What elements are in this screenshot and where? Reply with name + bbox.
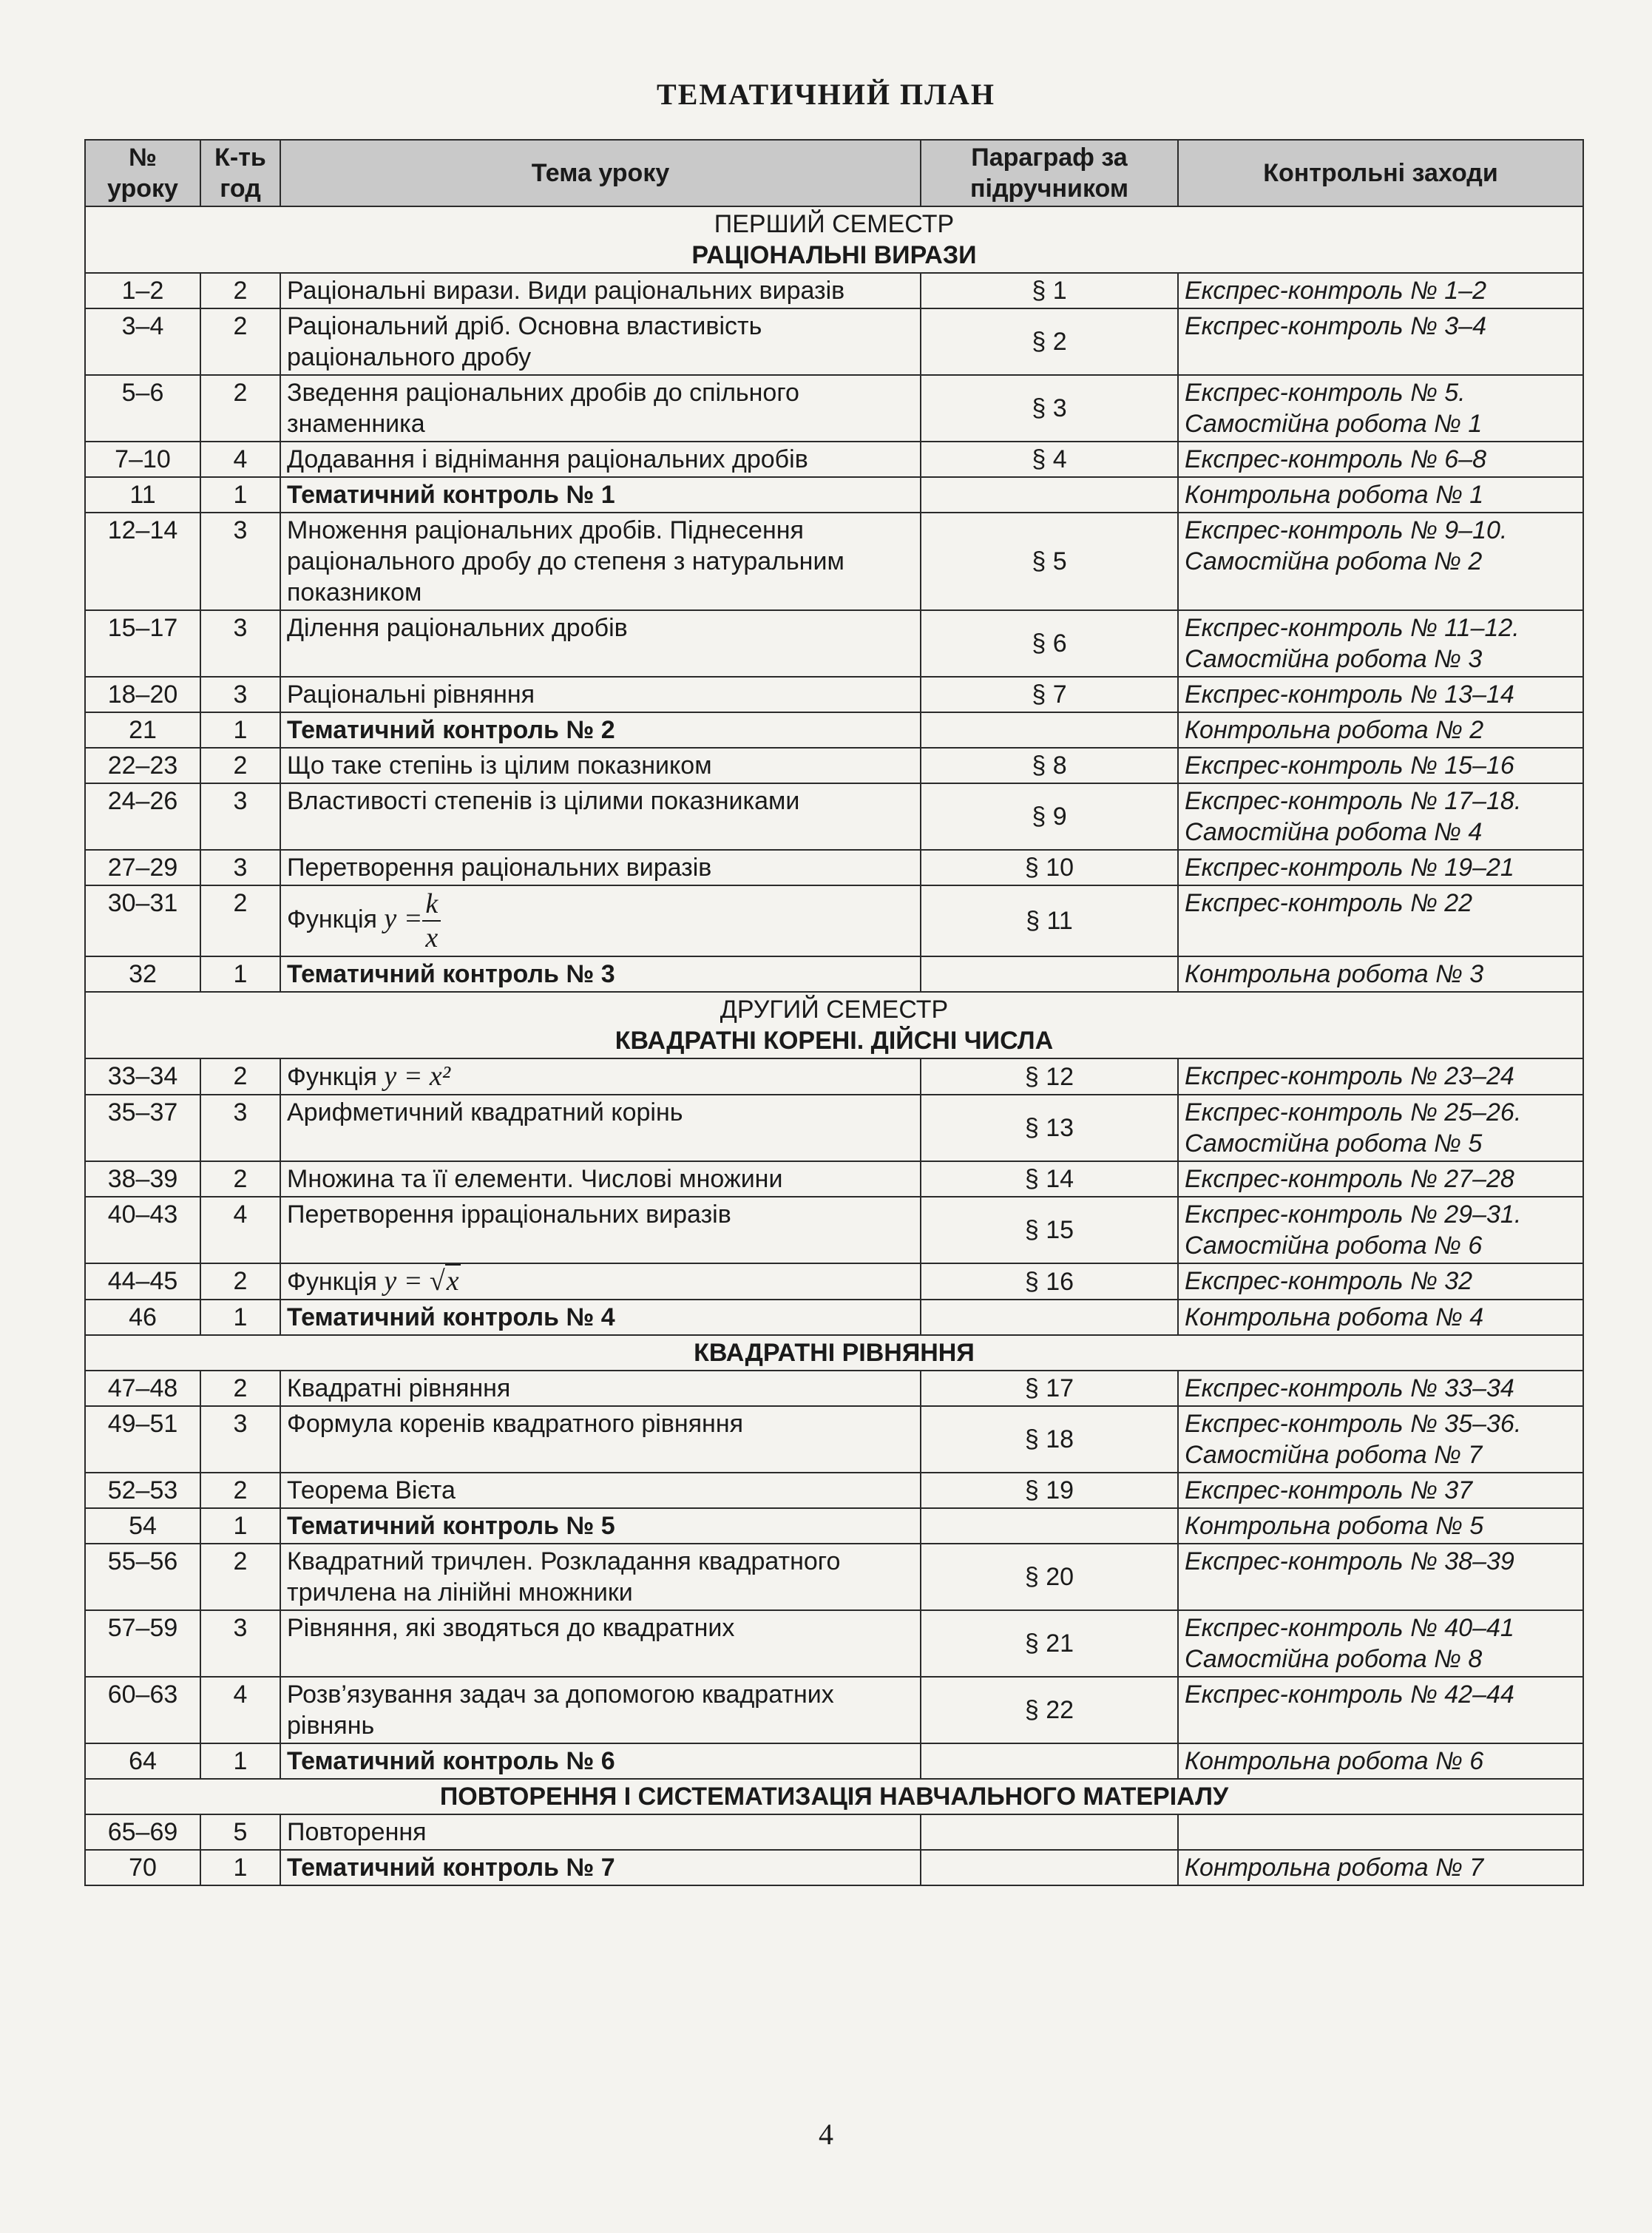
lesson-topic: Квадратний тричлен. Розкладання квадратного тричлена на лінійні множники — [280, 1544, 921, 1610]
control-measures — [1178, 783, 1583, 850]
control-measures — [1178, 1406, 1583, 1473]
control-measures — [1178, 477, 1583, 513]
lesson-hours: 4 — [200, 1197, 280, 1263]
control-item: Експрес-контроль № 13–14 — [1185, 680, 1514, 709]
section-header — [85, 206, 1583, 273]
textbook-paragraph: § 13 — [921, 1095, 1178, 1161]
textbook-paragraph: § 19 — [921, 1473, 1178, 1508]
control-item: Контрольна робота № 5 — [1185, 1512, 1484, 1540]
formula-lhs: y = — [384, 1266, 423, 1297]
table-row — [85, 1677, 1583, 1743]
lesson-topic: Раціональний дріб. Основна властивість раціонального дробу — [280, 308, 921, 375]
textbook-paragraph: § 9 — [921, 783, 1178, 850]
textbook-paragraph: § 18 — [921, 1406, 1178, 1473]
control-measures — [1178, 513, 1583, 610]
lesson-hours: 1 — [200, 956, 280, 992]
section-header-row — [85, 206, 1583, 273]
control-measures — [1178, 1371, 1583, 1406]
table-row — [85, 748, 1583, 783]
lesson-number: 15–17 — [85, 610, 200, 677]
lesson-topic: Додавання і віднімання раціональних дробів — [280, 442, 921, 477]
lesson-hours: 3 — [200, 610, 280, 677]
lesson-hours: 2 — [200, 273, 280, 308]
textbook-paragraph: § 3 — [921, 375, 1178, 442]
table-header-row — [85, 140, 1583, 206]
textbook-paragraph: § 5 — [921, 513, 1178, 610]
lesson-hours: 3 — [200, 513, 280, 610]
table-row — [85, 1610, 1583, 1677]
lesson-topic: Тематичний контроль № 5 — [280, 1508, 921, 1544]
header-hours: К-ть год — [200, 140, 280, 206]
control-item: Експрес-контроль № 35–36. — [1185, 1410, 1522, 1438]
page-title: ТЕМАТИЧНИЙ ПЛАН — [657, 78, 995, 111]
semester-label: ДРУГИЙ СЕМЕСТР — [720, 996, 949, 1024]
control-measures — [1178, 1473, 1583, 1508]
control-item: Самостійна робота № 4 — [1185, 818, 1483, 846]
lesson-topic — [280, 1058, 921, 1095]
lesson-topic: Розв’язування задач за допомогою квадратних рівнянь — [280, 1677, 921, 1743]
lesson-topic: Повторення — [280, 1814, 921, 1850]
lesson-number: 65–69 — [85, 1814, 200, 1850]
lesson-hours: 2 — [200, 1161, 280, 1197]
lesson-hours: 1 — [200, 1743, 280, 1779]
table-row — [85, 1473, 1583, 1508]
table-row — [85, 375, 1583, 442]
table-row — [85, 1406, 1583, 1473]
thematic-plan-table — [84, 139, 1584, 1886]
lesson-topic: Раціональні вирази. Види раціональних виразів — [280, 273, 921, 308]
lesson-hours: 1 — [200, 712, 280, 748]
control-item: Експрес-контроль № 22 — [1185, 889, 1473, 917]
lesson-hours: 2 — [200, 1371, 280, 1406]
control-item: Експрес-контроль № 42–44 — [1185, 1680, 1514, 1709]
control-item: Контрольна робота № 1 — [1185, 481, 1484, 509]
lesson-number: 22–23 — [85, 748, 200, 783]
lesson-hours: 4 — [200, 1677, 280, 1743]
lesson-number: 7–10 — [85, 442, 200, 477]
control-item: Експрес-контроль № 9–10. — [1185, 516, 1508, 544]
control-item: Експрес-контроль № 40–41 — [1185, 1614, 1514, 1642]
lesson-number: 33–34 — [85, 1058, 200, 1095]
textbook-paragraph: § 14 — [921, 1161, 1178, 1197]
lesson-number: 32 — [85, 956, 200, 992]
table-row — [85, 1743, 1583, 1779]
table-row — [85, 1544, 1583, 1610]
table-row — [85, 477, 1583, 513]
control-item: Контрольна робота № 2 — [1185, 716, 1484, 744]
table-row — [85, 1095, 1583, 1161]
lesson-number: 27–29 — [85, 850, 200, 885]
table-row — [85, 885, 1583, 956]
control-measures — [1178, 1197, 1583, 1263]
header-paragraph: Параграф за підручником — [921, 140, 1178, 206]
control-item: Контрольна робота № 6 — [1185, 1747, 1484, 1775]
textbook-paragraph: § 11 — [921, 885, 1178, 956]
sqrt-formula — [422, 1264, 460, 1297]
section-header-row — [85, 1779, 1583, 1814]
lesson-number: 12–14 — [85, 513, 200, 610]
table-row — [85, 783, 1583, 850]
textbook-paragraph: § 8 — [921, 748, 1178, 783]
table-row — [85, 1850, 1583, 1885]
table-row — [85, 677, 1583, 712]
lesson-hours: 2 — [200, 1263, 280, 1300]
control-measures — [1178, 442, 1583, 477]
control-measures — [1178, 748, 1583, 783]
table-row — [85, 1197, 1583, 1263]
page-number: 4 — [819, 2118, 833, 2151]
lesson-hours: 2 — [200, 1058, 280, 1095]
lesson-number: 54 — [85, 1508, 200, 1544]
textbook-paragraph: § 17 — [921, 1371, 1178, 1406]
textbook-paragraph — [921, 1743, 1178, 1779]
topic-text: Функція — [287, 1063, 377, 1091]
lesson-topic: Теорема Вієта — [280, 1473, 921, 1508]
lesson-hours: 2 — [200, 748, 280, 783]
control-measures — [1178, 1508, 1583, 1544]
control-measures — [1178, 1095, 1583, 1161]
control-item: Самостійна робота № 2 — [1185, 547, 1483, 575]
semester-label: ПЕРШИЙ СЕМЕСТР — [714, 210, 955, 238]
lesson-topic: Квадратні рівняння — [280, 1371, 921, 1406]
section-title: РАЦІОНАЛЬНІ ВИРАЗИ — [691, 241, 977, 269]
lesson-hours: 5 — [200, 1814, 280, 1850]
control-item: Самостійна робота № 3 — [1185, 645, 1483, 673]
lesson-hours: 1 — [200, 1508, 280, 1544]
control-item: Самостійна робота № 8 — [1185, 1645, 1483, 1673]
lesson-topic: Формула коренів квадратного рівняння — [280, 1406, 921, 1473]
control-measures — [1178, 1850, 1583, 1885]
lesson-number: 64 — [85, 1743, 200, 1779]
control-item: Експрес-контроль № 1–2 — [1185, 277, 1486, 305]
section-header — [85, 1779, 1583, 1814]
control-measures — [1178, 1300, 1583, 1335]
topic-text: Функція — [287, 905, 377, 933]
textbook-paragraph: § 20 — [921, 1544, 1178, 1610]
control-measures — [1178, 712, 1583, 748]
lesson-topic: Перетворення раціональних виразів — [280, 850, 921, 885]
control-item: Експрес-контроль № 6–8 — [1185, 445, 1486, 473]
textbook-paragraph: § 12 — [921, 1058, 1178, 1095]
table-row — [85, 1508, 1583, 1544]
textbook-paragraph: § 4 — [921, 442, 1178, 477]
control-item: Експрес-контроль № 19–21 — [1185, 854, 1514, 882]
lesson-number: 11 — [85, 477, 200, 513]
lesson-hours: 3 — [200, 1095, 280, 1161]
control-item: Самостійна робота № 1 — [1185, 410, 1483, 438]
control-item: Контрольна робота № 3 — [1185, 960, 1484, 988]
lesson-topic: Тематичний контроль № 1 — [280, 477, 921, 513]
control-measures — [1178, 273, 1583, 308]
control-measures — [1178, 1743, 1583, 1779]
lesson-number: 18–20 — [85, 677, 200, 712]
table-row — [85, 850, 1583, 885]
table-row — [85, 712, 1583, 748]
table-row — [85, 273, 1583, 308]
control-measures — [1178, 1610, 1583, 1677]
lesson-topic: Раціональні рівняння — [280, 677, 921, 712]
control-measures — [1178, 1263, 1583, 1300]
textbook-paragraph — [921, 1850, 1178, 1885]
control-measures — [1178, 1161, 1583, 1197]
lesson-number: 30–31 — [85, 885, 200, 956]
control-item: Експрес-контроль № 17–18. — [1185, 787, 1522, 815]
control-item: Самостійна робота № 7 — [1185, 1441, 1483, 1469]
lesson-hours: 1 — [200, 1300, 280, 1335]
lesson-topic: Властивості степенів із цілими показниками — [280, 783, 921, 850]
textbook-paragraph: § 1 — [921, 273, 1178, 308]
control-item: Експрес-контроль № 37 — [1185, 1476, 1473, 1504]
lesson-topic: Тематичний контроль № 7 — [280, 1850, 921, 1885]
textbook-paragraph — [921, 956, 1178, 992]
textbook-paragraph: § 15 — [921, 1197, 1178, 1263]
textbook-paragraph: § 7 — [921, 677, 1178, 712]
table-row — [85, 1058, 1583, 1095]
lesson-topic: Арифметичний квадратний корінь — [280, 1095, 921, 1161]
lesson-hours: 3 — [200, 850, 280, 885]
table-row — [85, 1161, 1583, 1197]
textbook-paragraph — [921, 1300, 1178, 1335]
lesson-number: 57–59 — [85, 1610, 200, 1677]
header-control: Контрольні заходи — [1178, 140, 1583, 206]
lesson-topic: Тематичний контроль № 4 — [280, 1300, 921, 1335]
table-row — [85, 1371, 1583, 1406]
lesson-number: 5–6 — [85, 375, 200, 442]
lesson-number: 70 — [85, 1850, 200, 1885]
textbook-paragraph: § 10 — [921, 850, 1178, 885]
table-row — [85, 513, 1583, 610]
control-measures — [1178, 308, 1583, 375]
lesson-hours: 3 — [200, 677, 280, 712]
lesson-number: 35–37 — [85, 1095, 200, 1161]
lesson-topic: Тематичний контроль № 2 — [280, 712, 921, 748]
control-item: Контрольна робота № 7 — [1185, 1854, 1484, 1882]
lesson-number: 55–56 — [85, 1544, 200, 1610]
header-lesson-number: № уроку — [85, 140, 200, 206]
section-header — [85, 992, 1583, 1058]
textbook-paragraph — [921, 1508, 1178, 1544]
lesson-number: 44–45 — [85, 1263, 200, 1300]
control-item: Експрес-контроль № 3–4 — [1185, 312, 1486, 340]
lesson-hours: 1 — [200, 1850, 280, 1885]
control-measures — [1178, 885, 1583, 956]
fraction-numerator: k — [422, 888, 441, 922]
sqrt-sign-icon: √ — [429, 1266, 445, 1297]
lesson-topic — [280, 885, 921, 956]
lesson-hours: 1 — [200, 477, 280, 513]
textbook-paragraph — [921, 712, 1178, 748]
textbook-paragraph: § 21 — [921, 1610, 1178, 1677]
lesson-number: 49–51 — [85, 1406, 200, 1473]
lesson-topic: Тематичний контроль № 3 — [280, 956, 921, 992]
lesson-hours: 2 — [200, 308, 280, 375]
control-item: Контрольна робота № 4 — [1185, 1303, 1484, 1331]
section-header — [85, 1335, 1583, 1371]
lesson-hours: 2 — [200, 1544, 280, 1610]
table-row — [85, 610, 1583, 677]
lesson-number: 46 — [85, 1300, 200, 1335]
section-title: КВАДРАТНІ КОРЕНІ. ДІЙСНІ ЧИСЛА — [615, 1027, 1054, 1055]
textbook-paragraph: § 16 — [921, 1263, 1178, 1300]
control-measures — [1178, 850, 1583, 885]
control-measures — [1178, 1677, 1583, 1743]
lesson-number: 21 — [85, 712, 200, 748]
lesson-number: 38–39 — [85, 1161, 200, 1197]
section-header-row — [85, 1335, 1583, 1371]
textbook-paragraph — [921, 1814, 1178, 1850]
lesson-topic: Тематичний контроль № 6 — [280, 1743, 921, 1779]
table-row — [85, 442, 1583, 477]
lesson-hours: 2 — [200, 885, 280, 956]
table-body — [85, 206, 1583, 1885]
header-topic: Тема уроку — [280, 140, 921, 206]
lesson-topic: Зведення раціональних дробів до спільного знаменника — [280, 375, 921, 442]
control-measures — [1178, 956, 1583, 992]
lesson-topic: Ділення раціональних дробів — [280, 610, 921, 677]
fraction-formula — [422, 888, 441, 954]
lesson-hours: 2 — [200, 375, 280, 442]
table-row — [85, 1814, 1583, 1850]
control-item: Самостійна робота № 5 — [1185, 1129, 1483, 1158]
textbook-paragraph — [921, 477, 1178, 513]
lesson-number: 1–2 — [85, 273, 200, 308]
control-item: Експрес-контроль № 32 — [1185, 1267, 1473, 1295]
lesson-hours: 3 — [200, 1406, 280, 1473]
lesson-hours: 2 — [200, 1473, 280, 1508]
control-item: Самостійна робота № 6 — [1185, 1232, 1483, 1260]
control-item: Експрес-контроль № 27–28 — [1185, 1165, 1514, 1193]
lesson-hours: 3 — [200, 783, 280, 850]
textbook-paragraph: § 6 — [921, 610, 1178, 677]
control-item: Експрес-контроль № 11–12. — [1185, 614, 1520, 642]
lesson-hours: 4 — [200, 442, 280, 477]
lesson-topic: Рівняння, які зводяться до квадратних — [280, 1610, 921, 1677]
control-measures — [1178, 1814, 1583, 1850]
section-title: ПОВТОРЕННЯ І СИСТЕМАТИЗАЦІЯ НАВЧАЛЬНОГО МАТЕРІАЛУ — [439, 1783, 1229, 1811]
control-item: Експрес-контроль № 5. — [1185, 379, 1466, 407]
table-row — [85, 1300, 1583, 1335]
formula-lhs: y = — [384, 902, 423, 934]
textbook-paragraph: § 22 — [921, 1677, 1178, 1743]
fraction-denominator: x — [425, 922, 439, 953]
lesson-topic: Множення раціональних дробів. Піднесення раціонального дробу до степеня з натуральним показником — [280, 513, 921, 610]
control-item: Експрес-контроль № 38–39 — [1185, 1547, 1514, 1575]
lesson-topic: Перетворення ірраціональних виразів — [280, 1197, 921, 1263]
lesson-number: 60–63 — [85, 1677, 200, 1743]
table-row — [85, 1263, 1583, 1300]
textbook-paragraph: § 2 — [921, 308, 1178, 375]
topic-text: Функція — [287, 1268, 377, 1296]
power-formula: y = x² — [384, 1061, 451, 1092]
lesson-topic — [280, 1263, 921, 1300]
control-item: Експрес-контроль № 23–24 — [1185, 1062, 1514, 1090]
table-row — [85, 956, 1583, 992]
control-item: Експрес-контроль № 25–26. — [1185, 1098, 1522, 1126]
lesson-topic: Що таке степінь із цілим показником — [280, 748, 921, 783]
control-measures — [1178, 1058, 1583, 1095]
sqrt-radicand: x — [446, 1266, 459, 1297]
control-item: Експрес-контроль № 29–31. — [1185, 1200, 1522, 1229]
control-measures — [1178, 677, 1583, 712]
section-header-row — [85, 992, 1583, 1058]
lesson-number: 40–43 — [85, 1197, 200, 1263]
lesson-number: 3–4 — [85, 308, 200, 375]
control-measures — [1178, 375, 1583, 442]
lesson-number: 52–53 — [85, 1473, 200, 1508]
lesson-number: 24–26 — [85, 783, 200, 850]
lesson-number: 47–48 — [85, 1371, 200, 1406]
section-title: КВАДРАТНІ РІВНЯННЯ — [694, 1339, 975, 1367]
control-item: Експрес-контроль № 33–34 — [1185, 1374, 1514, 1402]
lesson-topic: Множина та її елементи. Числові множини — [280, 1161, 921, 1197]
control-measures — [1178, 610, 1583, 677]
lesson-hours: 3 — [200, 1610, 280, 1677]
control-item: Експрес-контроль № 15–16 — [1185, 751, 1514, 780]
control-measures — [1178, 1544, 1583, 1610]
table-row — [85, 308, 1583, 375]
